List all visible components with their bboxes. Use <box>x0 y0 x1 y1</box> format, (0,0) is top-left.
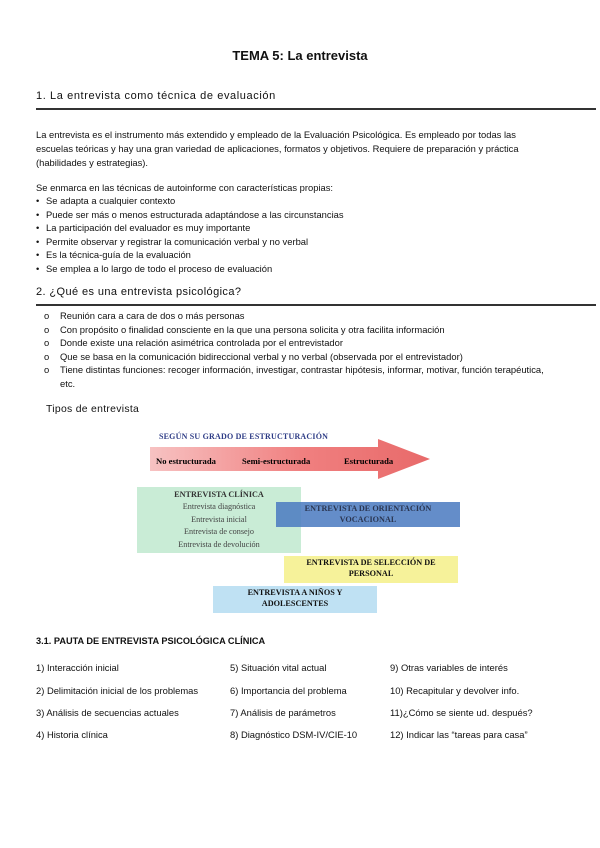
section-3-1-heading: 3.1. PAUTA DE ENTREVISTA PSICOLÓGICA CLÍNICA <box>36 636 266 646</box>
pauta-item: 1) Interacción inicial <box>36 662 119 673</box>
pauta-item: 5) Situación vital actual <box>230 662 327 673</box>
box-line: ENTREVISTA A NIÑOS Y <box>247 588 343 597</box>
arrow-step-1: No estructurada <box>156 456 216 466</box>
clinical-item: Entrevista de devolución <box>178 539 260 549</box>
box-line: ADOLESCENTES <box>261 599 329 608</box>
list-item: • Se adapta a cualquier contexto <box>36 194 344 208</box>
paragraph-line: (habilidades y estrategias). <box>36 157 149 168</box>
box-line: VOCACIONAL <box>339 515 397 524</box>
arrow-step-3: Estructurada <box>344 456 394 466</box>
pauta-item: 3) Análisis de secuencias actuales <box>36 707 179 718</box>
list-item: o Reunión cara a cara de dos o más personas <box>44 309 544 323</box>
list-item: • Puede ser más o menos estructurada adaptándose a las circunstancias <box>36 208 344 222</box>
pauta-item: 11)¿Cómo se siente ud. después? <box>390 707 533 718</box>
section-2-heading: 2. ¿Qué es una entrevista psicológica? <box>36 286 242 298</box>
pauta-item: 6) Importancia del problema <box>230 685 347 696</box>
box-line: ENTREVISTA DE SELECCIÓN DE <box>306 558 436 567</box>
characteristics-list <box>36 194 344 276</box>
pauta-item: 8) Diagnóstico DSM-IV/CIE-10 <box>230 729 358 740</box>
box-line: ENTREVISTA DE ORIENTACIÓN <box>304 504 432 513</box>
arrow-title: SEGÚN SU GRADO DE ESTRUCTURACIÓN <box>159 432 329 441</box>
selection-interview-box <box>284 556 458 583</box>
section-1-heading: 1. La entrevista como técnica de evaluación <box>36 90 276 102</box>
pauta-item: 9) Otras variables de interés <box>390 662 508 673</box>
list-item: • La participación del evaluador es muy importante <box>36 221 344 235</box>
clinical-item: Entrevista de consejo <box>183 527 255 536</box>
pauta-item: 2) Delimitación inicial de los problemas <box>36 685 199 696</box>
box-line: PERSONAL <box>348 569 394 578</box>
vocational-interview-box <box>276 502 460 527</box>
list-item: • Se emplea a lo largo de todo el proceso de evaluación <box>36 262 344 276</box>
arrow-step-2: Semi-estructurada <box>242 456 311 466</box>
list-item: o Que se basa en la comunicación bidireccional verbal y no verbal (observada por el entrevistador) <box>44 350 544 364</box>
list-item: o Donde existe una relación asimétrica controlada por el entrevistador <box>44 336 544 350</box>
page-title: TEMA 5: La entrevista <box>232 48 368 63</box>
section-1-divider <box>36 108 596 110</box>
clinical-title: ENTREVISTA CLÍNICA <box>174 490 264 499</box>
list-item: • Permite observar y registrar la comunicación verbal y no verbal <box>36 235 344 249</box>
definition-list <box>44 309 544 391</box>
pauta-item: 7) Análisis de parámetros <box>230 707 336 718</box>
list-item: o Con propósito o finalidad consciente en la que una persona solicita y otra facilita información <box>44 323 544 337</box>
section-1-paragraph-1 <box>36 128 596 170</box>
paragraph-line: La entrevista es el instrumento más extendido y empleado de la Evaluación Psicológica. Es empleado por todas las <box>36 129 516 140</box>
section-1-paragraph-2: Se enmarca en las técnicas de autoinforme con características propias: <box>36 182 334 193</box>
list-item: o Tiene distintas funciones: recoger información, investigar, contrastar hipótesis, informar, motivar, función terapéutica, etc. <box>44 363 544 390</box>
clinical-item: Entrevista diagnóstica <box>182 502 256 511</box>
list-item: • Es la técnica-guía de la evaluación <box>36 248 344 262</box>
pauta-item: 4) Historia clínica <box>36 729 108 740</box>
tipos-label: Tipos de entrevista <box>46 404 140 415</box>
children-interview-box <box>213 586 377 613</box>
paragraph-line: escuelas teóricas y hay una gran variedad de aplicaciones, formatos y objetivos. Requiere de preparación y práctica <box>36 143 519 154</box>
pauta-item: 10) Recapitular y devolver info. <box>390 685 520 696</box>
pauta-item: 12) Indicar las “tareas para casa” <box>390 729 528 740</box>
section-2-divider <box>36 304 596 306</box>
clinical-item: Entrevista inicial <box>191 514 247 524</box>
structuring-arrow <box>150 439 432 479</box>
